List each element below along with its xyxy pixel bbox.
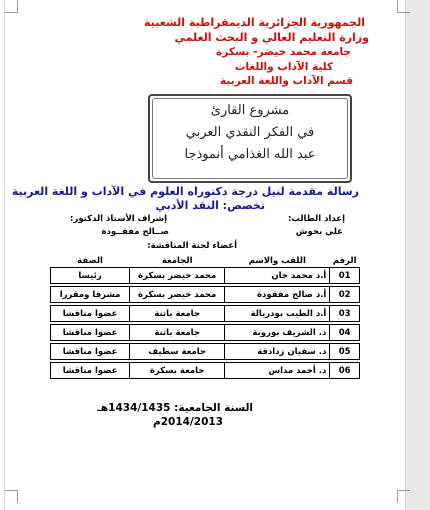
row-num: 01 (330, 268, 360, 284)
title-line-1: مشروع القارئ (210, 103, 290, 118)
row-num: 05 (330, 344, 360, 360)
row-university: محمد خيضر بسكرة (130, 268, 225, 284)
row-university: جامعة باتنة (130, 306, 225, 322)
supervisor-label: إشراف الأستاذ الدكتور: (70, 214, 167, 224)
crop-mark-top-right (397, 0, 410, 13)
table-row (51, 325, 360, 341)
row-num: 06 (330, 363, 360, 379)
table-row (51, 344, 360, 360)
table-row (51, 287, 360, 303)
header-faculty: كلية الآداب واللغات (234, 61, 333, 73)
row-name: د. أحمد مداس (225, 363, 330, 379)
crop-mark-bottom-right (397, 490, 410, 503)
row-name: د. الشريف بوروبة (225, 325, 330, 341)
student-label: إعداد الطالب: (287, 214, 345, 224)
row-university: محمد خيضر بسكرة (130, 287, 225, 303)
row-num: 02 (330, 287, 360, 303)
row-university: جامعة بسكرة (130, 363, 225, 379)
row-name: أ.د محمد خان (225, 268, 330, 284)
crop-mark-top-left (5, 0, 18, 13)
header-ministry: وزارة التعليم العالي و البحث العلمي (174, 31, 369, 44)
academic-year-hijri: السنة الجامعية: 1434/1435هـ (97, 402, 253, 414)
header-name: اللقب والاسم (248, 256, 306, 266)
title-line-3: عبد الله الغذامي أنموذجا (184, 147, 316, 162)
row-role: رئيسا (51, 268, 130, 284)
row-name: أ.د الطيب بودربالة (225, 306, 330, 322)
header-university: جامعة محمد خيضر- بسكرة (216, 46, 351, 58)
committee-label: أعضاء لجنة المناقشة: (147, 241, 237, 251)
row-name: د. سفيان زدادقة (225, 344, 330, 360)
row-role: عضوا مناقشا (51, 344, 130, 360)
row-num: 04 (330, 325, 360, 341)
title-line-2: في الفكر النقدي العربي (185, 125, 315, 140)
row-role: عضوا مناقشا (51, 325, 130, 341)
row-num: 03 (330, 306, 360, 322)
academic-year-gregorian: 2014/2013م (153, 416, 223, 428)
row-role: عضوا مناقشا (51, 363, 130, 379)
header-department: قسم الآداب واللغة العربية (220, 75, 353, 87)
thesis-title-box (148, 94, 352, 183)
supervisor-name: صــالح مفقــودة (101, 227, 169, 237)
committee-header-row (51, 255, 360, 268)
committee-table (50, 255, 360, 379)
crop-mark-bottom-left (5, 490, 18, 503)
header-num: الرقم (332, 256, 357, 266)
table-row (51, 363, 360, 379)
row-university: جامعة باتنة (130, 325, 225, 341)
thesis-statement: رسالة مقدمة لنيل درجة دكتوراه العلوم في الآداب و اللغة العربية (11, 185, 359, 198)
header-university: الجامعة (161, 256, 193, 266)
viewer-margin (406, 0, 430, 510)
header-role: الصفة (77, 256, 103, 266)
row-university: جامعة سطيف (130, 344, 225, 360)
table-row (51, 306, 360, 322)
table-row (51, 268, 360, 284)
row-role: مشرفا ومقررا (51, 287, 130, 303)
header-republic: الجمهورية الجزائرية الديمقراطية الشعبية (144, 16, 365, 29)
row-name: أ.د صالح مفقودة (225, 287, 330, 303)
document-page (5, 0, 405, 510)
student-name: علي بخوش (295, 227, 343, 237)
row-role: عضوا مناقشا (51, 306, 130, 322)
specialization: تخصص: النقد الأدبي (155, 199, 265, 212)
